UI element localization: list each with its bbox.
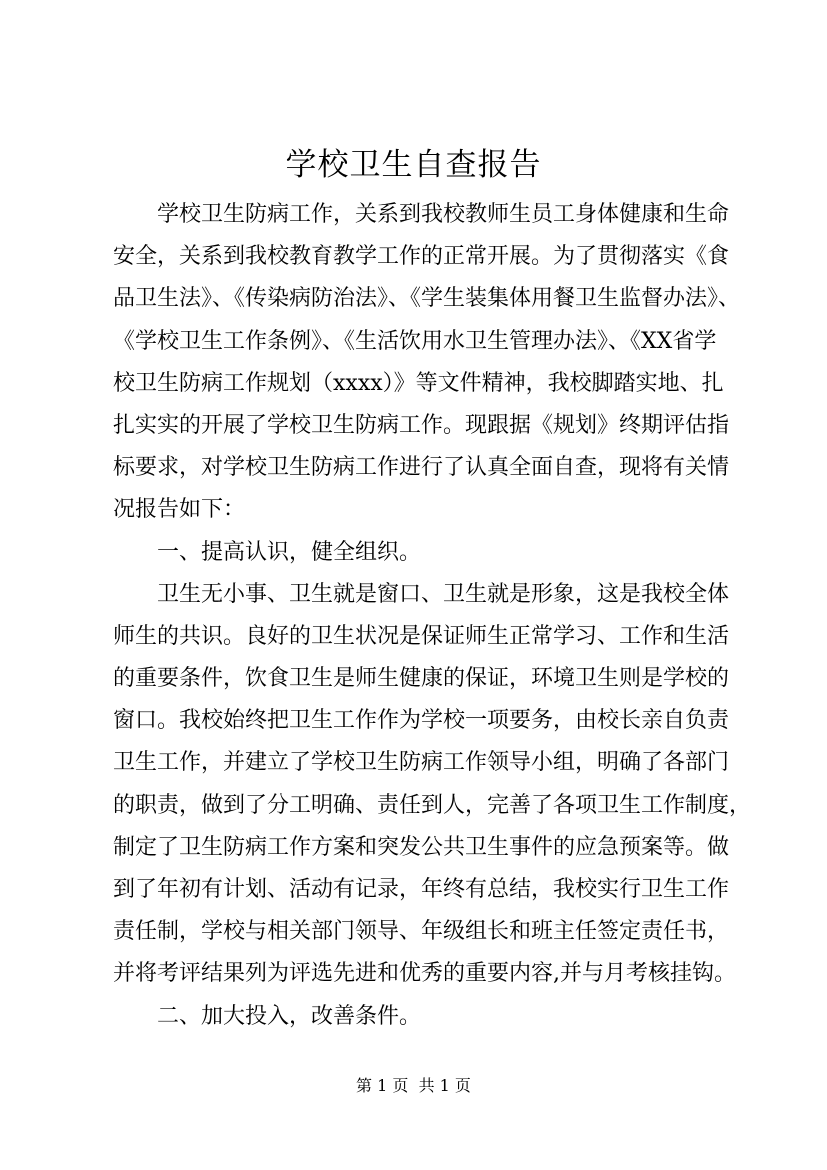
paragraph-line: 窗口。我校始终把卫生工作作为学校一项要务，由校长亲自负责 [113,708,730,734]
page-footer: 第 1 页 共 1 页 [356,1076,471,1095]
document-body [113,194,752,1038]
paragraph-line: 《学校卫生工作条例》、《生活饮用水卫生管理办法》、《XX省学 [113,328,717,354]
paragraph-line: 并将考评结果列为评选先进和优秀的重要内容,并与月考核挂钩。 [113,961,736,987]
paragraph-line: 责任制，学校与相关部门领导、年级组长和班主任签定责任书， [113,919,730,945]
paragraph-first-line: 卫生无小事、卫生就是窗口、卫生就是形象，这是我校全体 [157,581,730,607]
paragraph-first-line: 学校卫生防病工作，关系到我校教师生员工身体健康和生命 [157,202,730,227]
paragraph-line: 师生的共识。良好的卫生状况是保证师生正常学习、工作和生活 [113,623,730,649]
paragraph-line: 标要求，对学校卫生防病工作进行了认真全面自查，现将有关情 [113,455,730,481]
paragraph-line: 校卫生防病工作规划（xxxx）》等文件精神，我校脚踏实地、扎 [113,370,724,396]
paragraph-line: 的职责，做到了分工明确、责任到人，完善了各项卫生工作制度， [113,792,752,818]
paragraph [113,574,752,996]
paragraph [113,996,733,1038]
document-title: 学校卫生自查报告 [285,147,542,183]
paragraph-line: 况报告如下： [113,497,246,523]
paragraph-first-line: 二、加大投入，改善条件。 [157,1003,422,1029]
paragraph [113,194,741,532]
paragraph [113,532,733,574]
paragraph-line: 安全，关系到我校教育教学工作的正常开展。为了贯彻落实《食 [113,244,730,270]
paragraph-line: 制定了卫生防病工作方案和突发公共卫生事件的应急预案等。做 [113,834,730,860]
paragraph-line: 到了年初有计划、活动有记录，年终有总结，我校实行卫生工作 [113,877,730,902]
paragraph-first-line: 一、提高认识，健全组织。 [157,539,422,565]
paragraph-line: 卫生工作，并建立了学校卫生防病工作领导小组，明确了各部门 [113,750,730,776]
paragraph-line: 品卫生法》、《传染病防治法》、《学生装集体用餐卫生监督办法》、 [113,286,741,312]
paragraph-line: 扎实实的开展了学校卫生防病工作。现跟据《规划》终期评估指 [113,412,730,438]
paragraph-line: 的重要条件，饮食卫生是师生健康的保证，环境卫生则是学校的 [113,666,730,692]
